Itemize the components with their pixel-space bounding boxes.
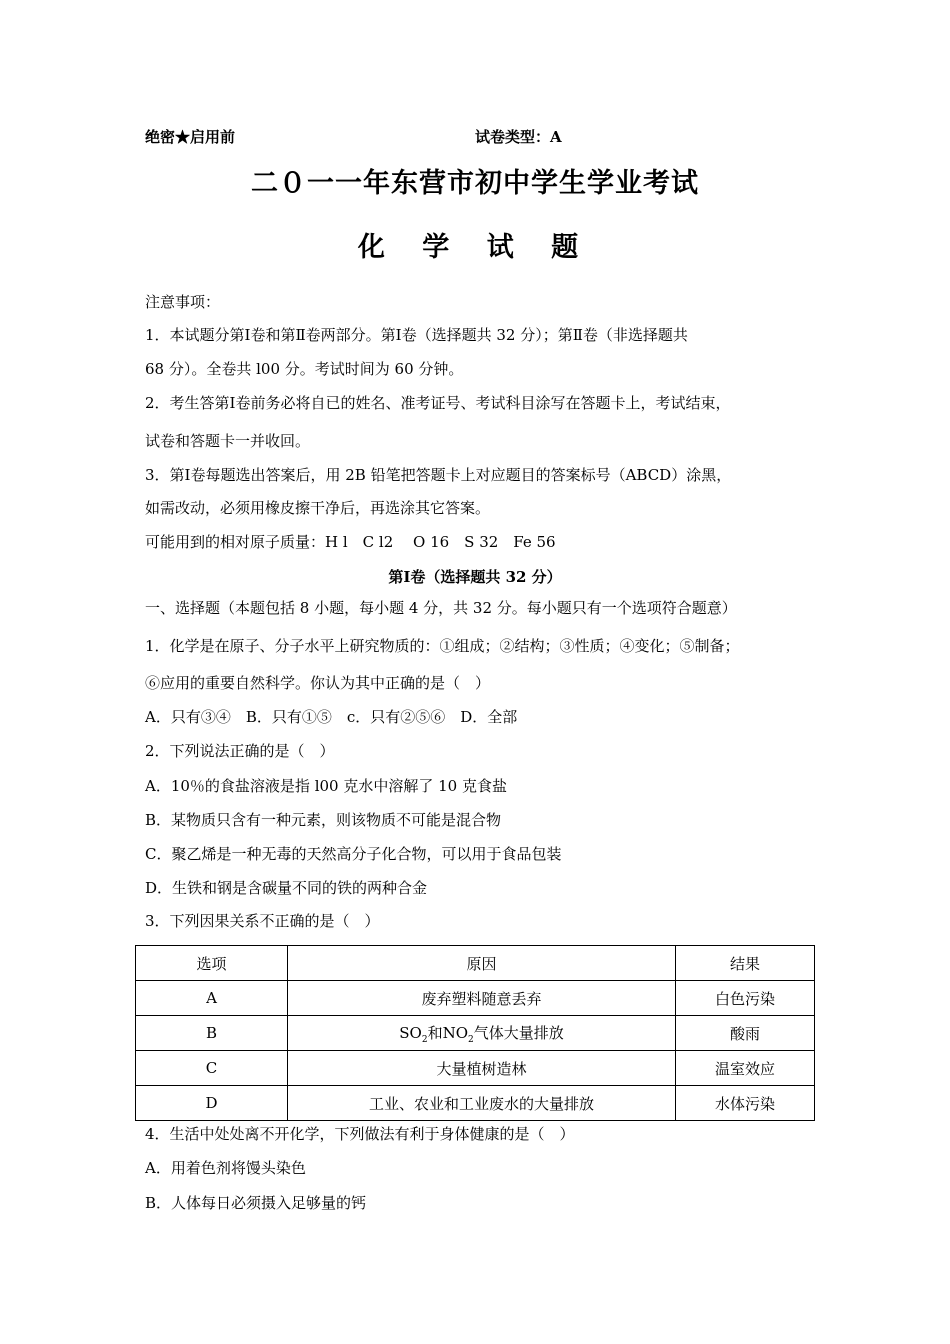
q4-option-b: B．人体每日必须摄入足够量的钙 — [145, 1194, 367, 1212]
note-1-line-2: 68 分）。全卷共 l00 分。考试时间为 60 分钟。 — [145, 360, 464, 378]
q4-option-a: A．用着色剂将馒头染色 — [145, 1159, 306, 1177]
section-1-heading: 第Ⅰ卷（选择题共 32 分） — [388, 568, 562, 586]
confidential-label: 绝密★启用前 — [145, 128, 236, 146]
header-cause: 原因 — [288, 946, 676, 981]
row-option: A — [136, 981, 288, 1016]
q3-stem: 3．下列因果关系不正确的是（ ） — [145, 912, 380, 930]
note-2-line-1: 2．考生答第Ⅰ卷前务必将自已的姓名、准考证号、考试科目涂写在答题卡上，考试结束， — [145, 394, 731, 412]
q2-option-d: D．生铁和钢是含碳量不同的铁的两种合金 — [145, 879, 428, 897]
q1-stem-line-2: ⑥应用的重要自然科学。你认为其中正确的是（ ） — [145, 674, 491, 692]
row-option: D — [136, 1086, 288, 1121]
q2-stem: 2．下列说法正确的是（ ） — [145, 742, 335, 760]
atomic-mass-line: 可能用到的相对原子质量：H l C l2 O 16 S 32 Fe 56 — [145, 533, 556, 551]
cause-text: 气体大量排放 — [473, 1023, 564, 1042]
header-option: 选项 — [136, 946, 288, 981]
formula-no: 和NO — [427, 1023, 468, 1042]
row-option: C — [136, 1051, 288, 1086]
header-result: 结果 — [676, 946, 815, 981]
note-3-line-2: 如需改动，必须用橡皮擦干净后，再选涂其它答案。 — [145, 499, 491, 517]
row-result: 温室效应 — [676, 1051, 815, 1086]
q1-stem-line-1: 1．化学是在原子、分子水平上研究物质的：①组成；②结构；③性质；④变化；⑤制备； — [145, 637, 740, 655]
q2-option-c: C．聚乙烯是一种无毒的天然高分子化合物，可以用于食品包装 — [145, 845, 562, 863]
table-row — [136, 1086, 815, 1121]
row-option: B — [136, 1016, 288, 1051]
paper-type-label: 试卷类型：A — [475, 128, 562, 146]
q2-option-a: A．10％的食盐溶液是指 l00 克水中溶解了 10 克食盐 — [145, 777, 507, 795]
table-row — [136, 1016, 815, 1051]
subject-title: 化 学 试 题 — [357, 232, 593, 263]
row-cause: 工业、农业和工业废水的大量排放 — [288, 1086, 676, 1121]
formula-so: SO — [399, 1023, 422, 1042]
q2-option-b: B．某物质只含有一种元素，则该物质不可能是混合物 — [145, 811, 502, 829]
table-row — [136, 1051, 815, 1086]
note-2-line-2: 试卷和答题卡一并收回。 — [145, 432, 311, 450]
row-cause: 大量植树造林 — [288, 1051, 676, 1086]
notes-heading: 注意事项： — [145, 293, 221, 311]
row-result: 酸雨 — [676, 1016, 815, 1051]
row-cause — [288, 1016, 676, 1051]
row-result: 白色污染 — [676, 981, 815, 1016]
subscript: 2 — [421, 1034, 428, 1045]
table-header-row — [136, 946, 815, 981]
q4-stem: 4．生活中处处离不开化学，下列做法有利于身体健康的是（ ） — [145, 1125, 575, 1143]
part-1-intro: 一、选择题（本题包括 8 小题，每小题 4 分，共 32 分。每小题只有一个选项符合题意） — [145, 599, 737, 617]
table-row — [136, 981, 815, 1016]
subscript: 2 — [468, 1034, 474, 1045]
note-1-line-1: 1．本试题分第Ⅰ卷和第Ⅱ卷两部分。第Ⅰ卷（选择题共 32 分）；第Ⅱ卷（非选择题共 — [145, 326, 688, 344]
row-cause: 废弃塑料随意丢弃 — [288, 981, 676, 1016]
q3-table — [135, 945, 815, 1121]
row-result: 水体污染 — [676, 1086, 815, 1121]
exam-title: 二０一一年东营市初中学生学业考试 — [251, 168, 699, 199]
note-3-line-1: 3．第Ⅰ卷每题选出答案后，用 2B 铅笔把答题卡上对应题目的答案标号（ABCD）涂黑， — [145, 466, 732, 484]
q1-options: A．只有③④ B．只有①⑤ c．只有②⑤⑥ D．全部 — [145, 708, 518, 726]
